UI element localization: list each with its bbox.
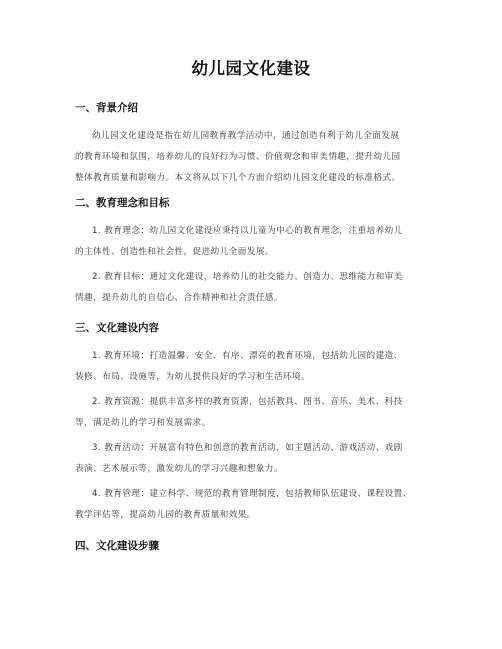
- paragraph-background: [75, 126, 439, 189]
- section-heading-philosophy: 二、教育理念和目标: [75, 197, 170, 209]
- paragraph-line: 2. 教育目标：通过文化建设，培养幼儿的社交能力、创造力、思维能力和审美: [92, 272, 403, 282]
- paragraph-line: 的教育环境和氛围，培养幼儿的良好行为习惯、价值观念和审美情趣，提升幼儿园: [75, 152, 401, 162]
- paragraph-line: 装修、布局、设施等，为幼儿提供良好的学习和生活环境。: [75, 372, 311, 382]
- paragraph-line: 等，满足幼儿的学习和发展需求。: [75, 418, 211, 428]
- paragraph-line: 表演、艺术展示等，激发幼儿的学习兴趣和想象力。: [75, 464, 284, 474]
- paragraph-activities: [75, 438, 439, 480]
- paragraph-line: 1. 教育理念：幼儿园文化建设应秉持以儿童为中心的教育理念，注重培养幼儿: [92, 226, 403, 236]
- paragraph-goals: [75, 267, 439, 309]
- paragraph-line: 3. 教育活动：开展富有特色和创意的教育活动，如主题活动、游戏活动、戏剧: [92, 443, 403, 453]
- paragraph-line: 教学评估等，提高幼儿园的教育质量和效果。: [75, 510, 256, 520]
- paragraph-line: 幼儿园文化建设是指在幼儿园教育教学活动中，通过创造有利于幼儿全面发展: [92, 131, 400, 141]
- document-title: 幼儿园文化建设: [191, 59, 311, 78]
- paragraph-philosophy: [75, 221, 439, 263]
- paragraph-environment: [75, 346, 439, 388]
- paragraph-line: 的主体性、创造性和社会性，促进幼儿全面发展。: [75, 247, 274, 257]
- paragraph-line: 情趣，提升幼儿的自信心、合作精神和社会责任感。: [75, 293, 284, 303]
- paragraph-management: [75, 484, 439, 526]
- paragraph-line: 1. 教育环境：打造温馨、安全、有序、漂亮的教育环境，包括幼儿园的建造、: [92, 351, 403, 361]
- paragraph-line: 4. 教育管理：建立科学、规范的教育管理制度，包括教师队伍建设、课程设置、: [92, 489, 412, 499]
- paragraph-line: 整体教育质量和影响力。本文将从以下几个方面介绍幼儿园文化建设的标准格式。: [75, 173, 401, 183]
- paragraph-resources: [75, 392, 439, 434]
- paragraph-line: 2. 教育资源：提供丰富多样的教育资源，包括教具、图书、音乐、美术、科技: [92, 397, 403, 407]
- section-heading-content: 三、文化建设内容: [75, 322, 159, 334]
- section-heading-background: 一、背景介绍: [75, 102, 138, 114]
- section-heading-steps: 四、文化建设步骤: [75, 540, 159, 552]
